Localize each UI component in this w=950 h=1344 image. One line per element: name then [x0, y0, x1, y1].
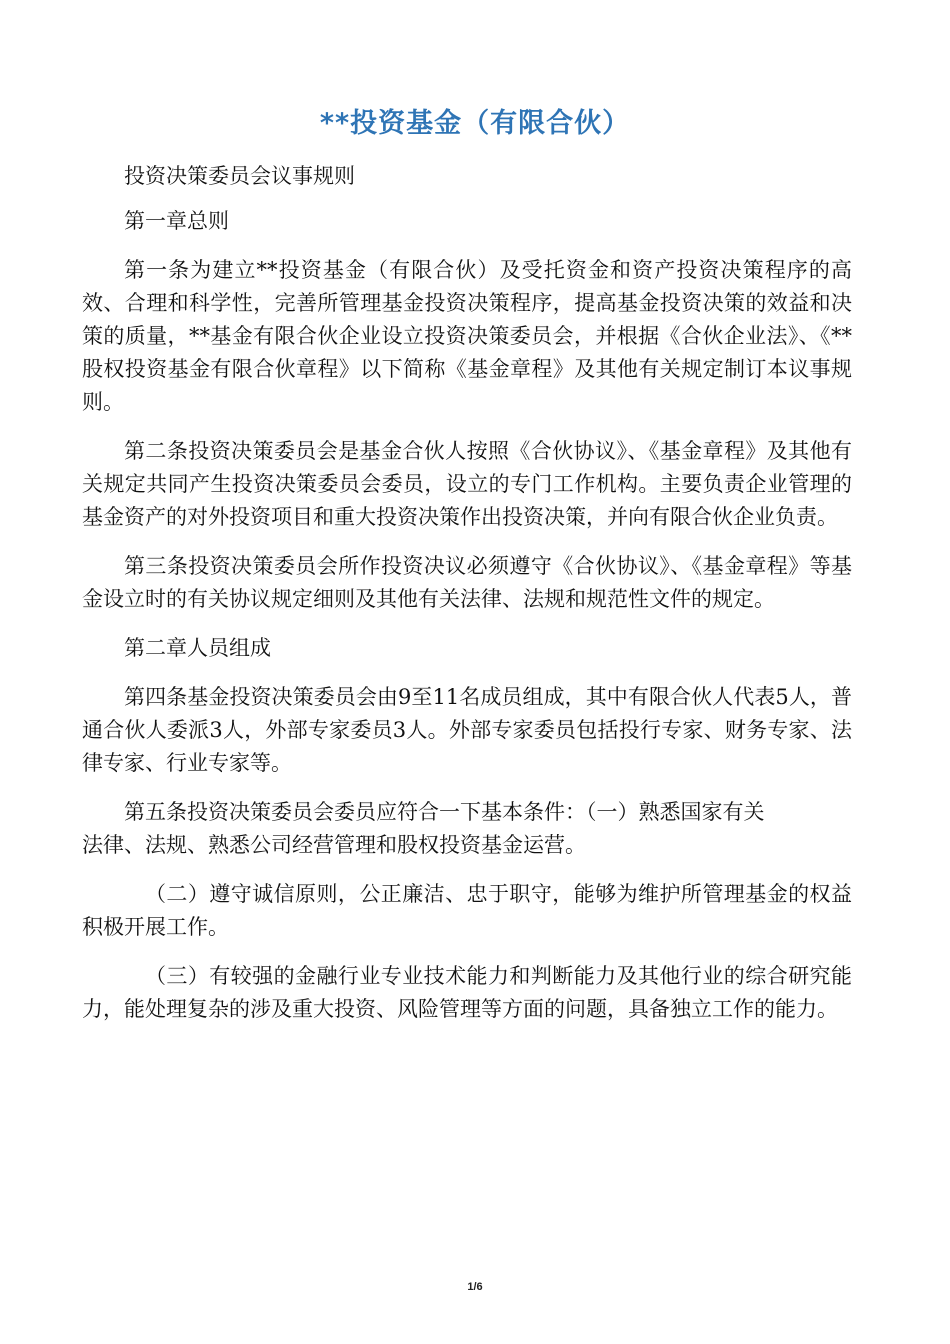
page-number: 1/6 [467, 1281, 483, 1293]
chapter-heading-2: 第二章人员组成 [124, 636, 271, 660]
subtitle: 投资决策委员会议事规则 [124, 164, 355, 188]
article-5-line-2: 法律、法规、熟悉公司经营管理和股权投资基金运营。 [82, 833, 586, 857]
article-3: 第三条投资决策委员会所作投资决议必须遵守《合伙协议》、《基金章程》等基金设立时的有关协议规定细则及其他有关法律、法规和规范性文件的规定。 [82, 554, 852, 611]
document-body [82, 160, 852, 1026]
document-title: **投资基金（有限合伙） [319, 108, 631, 139]
chapter-heading-1: 第一章总则 [124, 209, 229, 233]
condition-2: （二）遵守诚信原则，公正廉洁、忠于职守，能够为维护所管理基金的权益积极开展工作。 [82, 882, 852, 939]
article-4: 第四条基金投资决策委员会由9至11名成员组成，其中有限合伙人代表5人，普通合伙人委派3人，外部专家委员3人。外部专家委员包括投行专家、财务专家、法律专家、行业专家等。 [82, 685, 852, 775]
article-1: 第一条为建立**投资基金（有限合伙）及受托资金和资产投资决策程序的高效、合理和科学性，完善所管理基金投资决策程序，提高基金投资决策的效益和决策的质量，**基金有限合伙企业设立投资决策委员会，并根据《合伙企业法》、《**股权投资基金有限合伙章程》以下简称《基金章程》及其他有关规定制订本议事规则。 [82, 258, 852, 414]
article-2: 第二条投资决策委员会是基金合伙人按照《合伙协议》、《基金章程》及其他有关规定共同产生投资决策委员会委员，设立的专门工作机构。主要负责企业管理的基金资产的对外投资项目和重大投资决策作出投资决策，并向有限合伙企业负责。 [82, 439, 852, 529]
article-5-line-1: 第五条投资决策委员会委员应符合一下基本条件：（一）熟悉国家有关 [124, 800, 765, 824]
condition-3: （三）有较强的金融行业专业技术能力和判断能力及其他行业的综合研究能力，能处理复杂的涉及重大投资、风险管理等方面的问题，具备独立工作的能力。 [82, 964, 852, 1021]
